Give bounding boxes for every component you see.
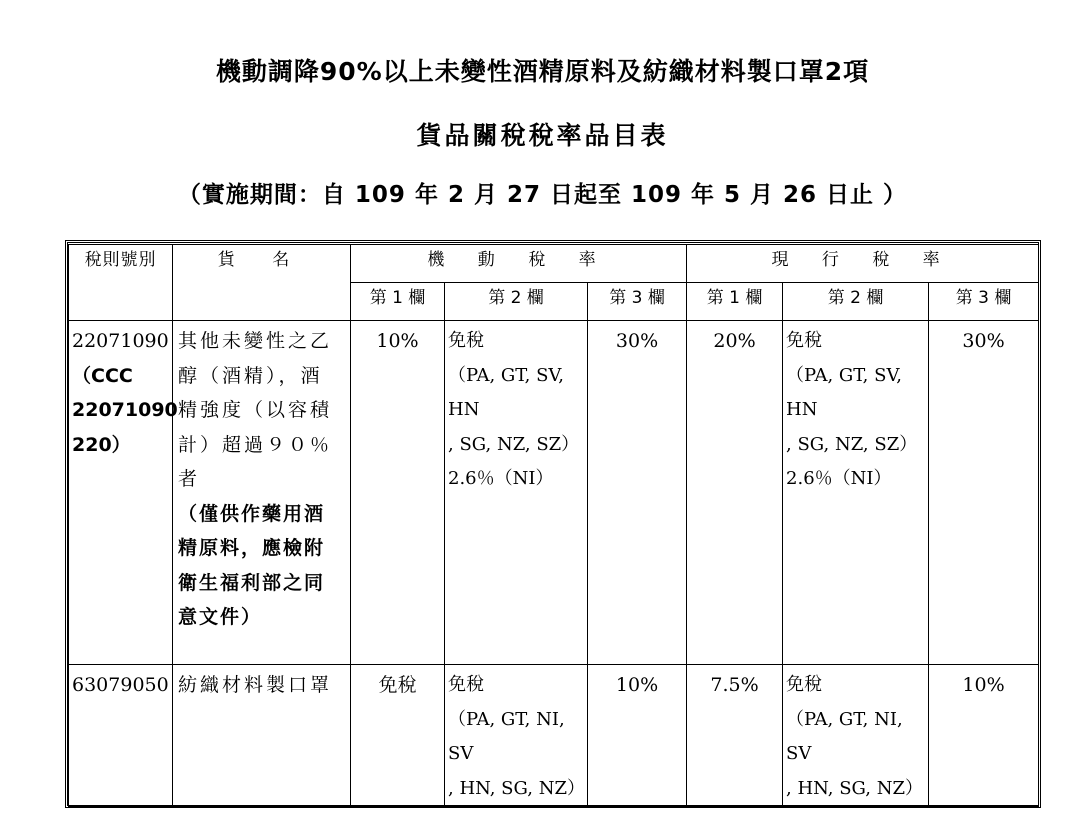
goods-name-line: 計）超過９０％ xyxy=(178,433,333,456)
rate-line: （PA, GT, SV, HN xyxy=(786,364,903,420)
header-cur-col1: 第 1 欄 xyxy=(687,283,783,321)
tariff-code: 22071090 xyxy=(72,330,169,352)
flex-rate-col3: 30% xyxy=(588,321,687,665)
table-row xyxy=(69,321,1039,665)
document-title: 機動調降90%以上未變性酒精原料及紡織材料製口罩2項 xyxy=(215,57,870,86)
rate-line: , SG, NZ, SZ） xyxy=(448,433,580,455)
goods-name-line: 其他未變性之乙 xyxy=(178,330,333,352)
rate-line: 免稅 xyxy=(448,674,484,695)
goods-name-cell xyxy=(173,665,351,807)
goods-note-line: （僅供作藥用酒 xyxy=(178,502,326,525)
tariff-code: 63079050 xyxy=(72,674,169,696)
header-flex-col3: 第 3 欄 xyxy=(588,283,687,321)
current-rate-col1: 20% xyxy=(687,321,783,665)
header-tariff-number: 稅則號別 xyxy=(69,245,173,321)
goods-name-cell xyxy=(173,321,351,665)
rate-line: , HN, SG, NZ） xyxy=(786,777,923,799)
rate-line: 免稅 xyxy=(448,330,484,351)
flex-rate-col3: 10% xyxy=(588,665,687,807)
tariff-code-cell xyxy=(69,665,173,807)
rate-line: （PA, GT, NI, SV xyxy=(448,708,565,764)
current-rate-col2 xyxy=(783,665,929,807)
header-cur-col3: 第 3 欄 xyxy=(929,283,1039,321)
rate-line: 2.6％（NI） xyxy=(786,468,892,489)
goods-name-line: 醇（酒精），酒 xyxy=(178,364,323,387)
rate-line: , HN, SG, NZ） xyxy=(448,777,585,799)
rate-line: 2.6％（NI） xyxy=(448,468,554,489)
header-flex-col2: 第 2 欄 xyxy=(445,283,588,321)
document-subtitle: 貨品關稅稅率品目表 xyxy=(416,121,669,150)
header-flexible-rates: 機 動 稅 率 xyxy=(351,245,687,283)
goods-name-line: 精強度（以容積 xyxy=(178,399,333,421)
current-rate-col3: 30% xyxy=(929,321,1039,665)
current-rate-col2 xyxy=(783,321,929,665)
tariff-table xyxy=(68,244,1039,807)
goods-note-line: 衛生福利部之同 xyxy=(178,571,326,594)
current-rate-col1: 7.5% xyxy=(687,665,783,807)
rate-line: （PA, GT, NI, SV xyxy=(786,708,903,764)
goods-note-line: 意文件） xyxy=(178,606,263,628)
rate-line: 免稅 xyxy=(786,674,823,695)
goods-name-line: 者 xyxy=(178,468,201,490)
rate-line: 免稅 xyxy=(786,330,823,351)
current-rate-col3: 10% xyxy=(929,665,1039,807)
header-goods-name: 貨 名 xyxy=(173,245,351,321)
header-current-rates: 現 行 稅 率 xyxy=(687,245,1039,283)
flex-rate-col2 xyxy=(445,321,588,665)
flex-rate-col1: 免稅 xyxy=(351,665,445,807)
tariff-code-cell xyxy=(69,321,178,665)
flex-rate-col2 xyxy=(445,665,588,807)
ccc-code-line: 22071090 xyxy=(72,399,178,421)
rate-line: （PA, GT, SV, HN xyxy=(448,364,564,420)
rate-line: , SG, NZ, SZ） xyxy=(786,433,918,455)
header-flex-col1: 第 1 欄 xyxy=(351,283,445,321)
header-cur-col2: 第 2 欄 xyxy=(783,283,929,321)
table-row xyxy=(69,665,1039,807)
flex-rate-col1: 10% xyxy=(351,321,445,665)
ccc-code-line: （CCC xyxy=(72,364,133,387)
implementation-period: （實施期間：自 109 年 2 月 27 日起至 109 年 5 月 26 日止 ） xyxy=(177,182,908,208)
goods-note-line: 精原料，應檢附 xyxy=(178,537,326,559)
ccc-code-line: 220） xyxy=(72,433,131,456)
goods-name-line: 紡織材料製口罩 xyxy=(178,674,333,696)
